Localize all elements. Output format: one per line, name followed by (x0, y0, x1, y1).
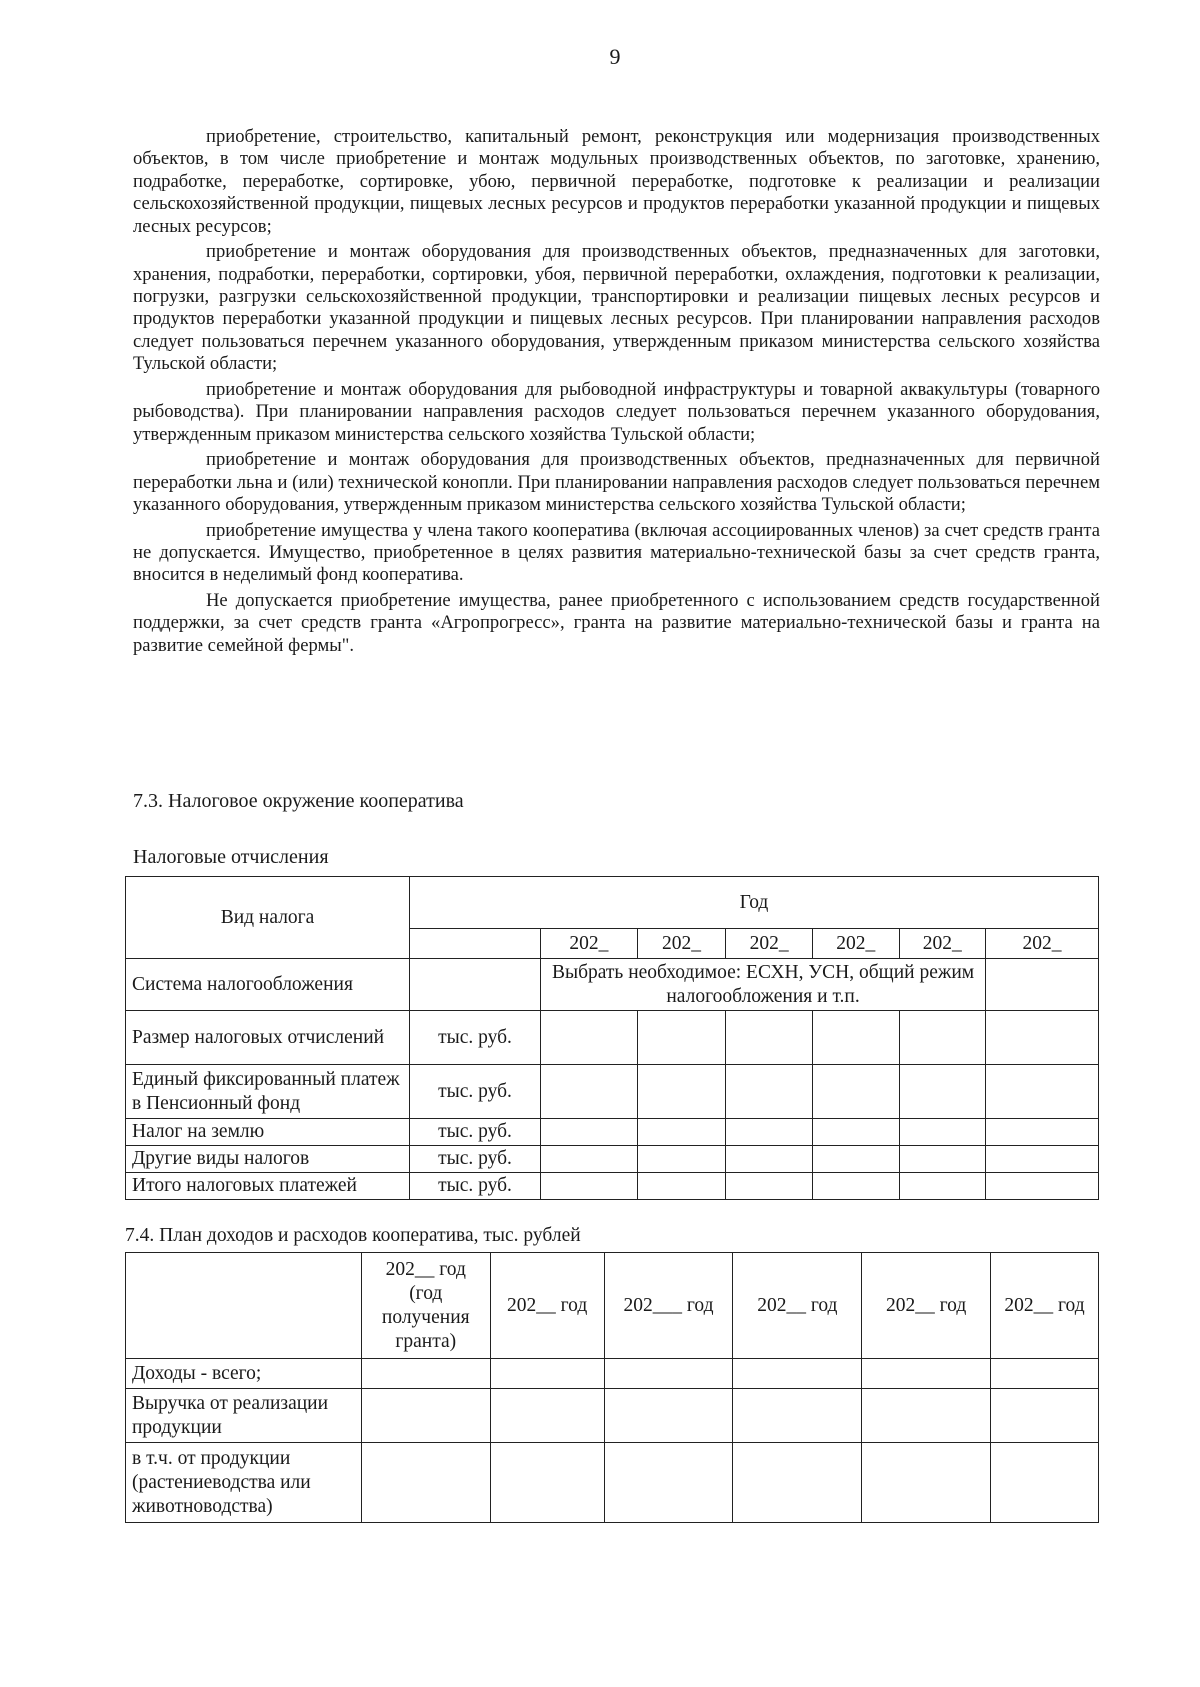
unit-cell: тыс. руб. (410, 1119, 541, 1146)
tax-table (125, 876, 1099, 1200)
year-cell: 202_ (726, 929, 813, 959)
table-cell (410, 959, 541, 1011)
row-label: Налог на землю (126, 1119, 410, 1146)
row-label: в т.ч. от продукции (растениеводства или животноводства) (126, 1443, 362, 1523)
row-label: Итого налоговых платежей (126, 1173, 410, 1200)
header-cell: 202__ год (991, 1253, 1099, 1359)
paragraph: приобретение и монтаж оборудования для рыбоводной инфраструктуры и товарной аквакультуры (товарного рыбоводства). При планировании направления расходов следует пользоваться перечнем указанного оборудования, утвержденным приказом министерства сельского хозяйства Тульской области; (133, 378, 1100, 445)
paragraph: Не допускается приобретение имущества, ранее приобретенного с использованием средств государственной поддержки, за счет средств гранта «Агропрогресс», гранта на развитие материально-технической базы и гранта на развитие семейной фермы". (133, 590, 1100, 656)
year-cell: 202_ (540, 929, 637, 959)
header-cell: 202__ год (733, 1253, 862, 1359)
paragraph: приобретение, строительство, капитальный ремонт, реконструкция или модернизация производственных объектов, в том числе приобретение и монтаж модульных производственных объектов, по заготовке, хранению, подработке, переработке, сортировке, убою, первичной переработке, подготовке к реализации и реализации сельскохозяйственной продукции, пищевых лесных ресурсов и продуктов переработки указанной продукции и пищевых лесных ресурсов; (133, 126, 1100, 237)
table-cell (126, 1253, 362, 1359)
section-title: 7.3. Налоговое окружение кооператива (133, 790, 464, 812)
plan-table (125, 1252, 1099, 1523)
tax-table-caption: Налоговые отчисления (133, 846, 329, 868)
unit-cell: тыс. руб. (410, 1065, 541, 1119)
header-year: Год (410, 877, 1099, 929)
unit-cell: тыс. руб. (410, 1146, 541, 1173)
table-cell (410, 929, 541, 959)
paragraph: приобретение имущества у члена такого кооператива (включая ассоциированных членов) за счет средств гранта не допускается. Имущество, приобретенное в целях развития материально-технической базы за счет средств гранта, вносится в неделимый фонд кооператива. (133, 519, 1100, 586)
year-cell: 202_ (899, 929, 986, 959)
unit-cell: тыс. руб. (410, 1173, 541, 1200)
header-cell: 202__ год (862, 1253, 991, 1359)
paragraph: приобретение и монтаж оборудования для производственных объектов, предназначенных для первичной переработки льна и (или) технической конопли. При планировании направления расходов следует пользоваться перечнем указанного оборудования, утвержденным приказом министерства сельского хозяйства Тульской области; (133, 449, 1100, 516)
header-tax-type: Вид налога (126, 877, 410, 959)
header-cell: 202__ год (год получения гранта) (361, 1253, 490, 1359)
row-label: Выручка от реализации продукции (126, 1389, 362, 1443)
row-label: Другие виды налогов (126, 1146, 410, 1173)
header-cell: 202__ год (490, 1253, 604, 1359)
year-cell: 202_ (637, 929, 726, 959)
paragraph: приобретение и монтаж оборудования для производственных объектов, предназначенных для заготовки, хранения, подработки, переработки, сортировки, убоя, первичной переработки, охлаждения, подготовки к реализации, погрузки, разгрузки сельскохозяйственной продукции, транспортировки и реализации пищевых лесных ресурсов и продуктов переработки указанной продукции и пищевых лесных ресурсов. При планировании направления расходов следует пользоваться перечнем указанного оборудования, утвержденным приказом министерства сельского хозяйства Тульской области; (133, 241, 1100, 375)
row-label: Размер налоговых отчислений (126, 1011, 410, 1065)
year-cell: 202_ (812, 929, 899, 959)
unit-cell: тыс. руб. (410, 1011, 541, 1065)
year-cell: 202_ (986, 929, 1099, 959)
header-cell: 202___ год (604, 1253, 733, 1359)
system-note: Выбрать необходимое: ЕСХН, УСН, общий режим налогообложения и т.п. (540, 959, 985, 1011)
row-label: Доходы - всего; (126, 1359, 362, 1389)
row-label: Система налогообложения (126, 959, 410, 1011)
page-number: 9 (609, 44, 621, 69)
row-label: Единый фиксированный платеж в Пенсионный фонд (126, 1065, 410, 1119)
body-text (133, 126, 1100, 660)
plan-table-caption: 7.4. План доходов и расходов кооператива, тыс. рублей (125, 1225, 581, 1246)
table-cell (986, 959, 1099, 1011)
